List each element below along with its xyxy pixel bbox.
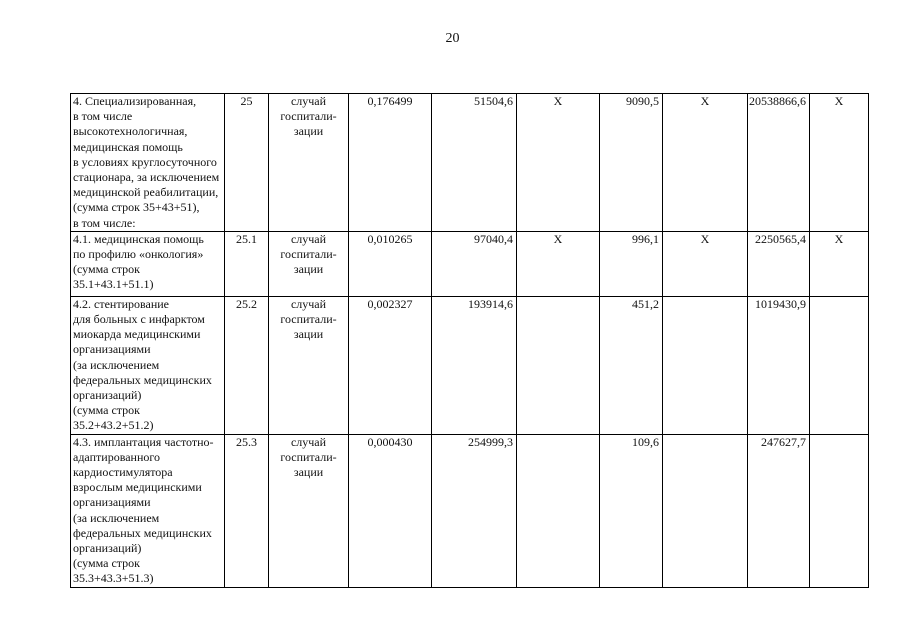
row-unit: случай госпитали- зации xyxy=(269,434,349,587)
row-code: 25.1 xyxy=(225,231,269,296)
row-x2 xyxy=(663,434,748,587)
row-x2: X xyxy=(663,94,748,232)
row-code: 25.2 xyxy=(225,296,269,434)
row-x3: X xyxy=(810,94,869,232)
table-row xyxy=(71,296,869,434)
row-x3 xyxy=(810,296,869,434)
row-cost: 193914,6 xyxy=(432,296,517,434)
row-per-capita: 109,6 xyxy=(600,434,663,587)
row-unit: случай госпитали- зации xyxy=(269,231,349,296)
row-volume: 0,010265 xyxy=(349,231,432,296)
row-unit: случай госпитали- зации xyxy=(269,296,349,434)
row-x2: X xyxy=(663,231,748,296)
row-name: 4. Специализированная, в том числе высокотехнологичная, медицинская помощь в условиях круглосуточного стационара, за исключением медицинской реабилитации, (сумма строк 35+43+51), в том числе: xyxy=(71,94,225,232)
row-cost: 97040,4 xyxy=(432,231,517,296)
table-row xyxy=(71,231,869,296)
table-row xyxy=(71,434,869,587)
row-volume: 0,000430 xyxy=(349,434,432,587)
row-volume: 0,002327 xyxy=(349,296,432,434)
row-x2 xyxy=(663,296,748,434)
row-name: 4.3. имплантация частотно- адаптированного кардиостимулятора взрослым медицинскими организациями (за исключением федеральных медицинских организаций) (сумма строк 35.3+43.3+51.3) xyxy=(71,434,225,587)
row-x1 xyxy=(517,434,600,587)
row-x3 xyxy=(810,434,869,587)
row-x1 xyxy=(517,296,600,434)
row-name: 4.1. медицинская помощь по профилю «онкология» (сумма строк 35.1+43.1+51.1) xyxy=(71,231,225,296)
row-cost: 254999,3 xyxy=(432,434,517,587)
row-total: 247627,7 xyxy=(748,434,810,587)
row-per-capita: 996,1 xyxy=(600,231,663,296)
row-total: 20538866,6 xyxy=(748,94,810,232)
medical-care-table xyxy=(70,93,869,588)
row-code: 25.3 xyxy=(225,434,269,587)
table-row xyxy=(71,94,869,232)
page-number: 20 xyxy=(445,31,460,46)
row-total: 2250565,4 xyxy=(748,231,810,296)
row-volume: 0,176499 xyxy=(349,94,432,232)
row-per-capita: 9090,5 xyxy=(600,94,663,232)
row-cost: 51504,6 xyxy=(432,94,517,232)
row-x1: X xyxy=(517,231,600,296)
row-unit: случай госпитали- зации xyxy=(269,94,349,232)
row-name: 4.2. стентирование для больных с инфарктом миокарда медицинскими организациями (за исключением федеральных медицинских организаций) (сумма строк 35.2+43.2+51.2) xyxy=(71,296,225,434)
row-x1: X xyxy=(517,94,600,232)
row-code: 25 xyxy=(225,94,269,232)
row-total: 1019430,9 xyxy=(748,296,810,434)
row-x3: X xyxy=(810,231,869,296)
row-per-capita: 451,2 xyxy=(600,296,663,434)
